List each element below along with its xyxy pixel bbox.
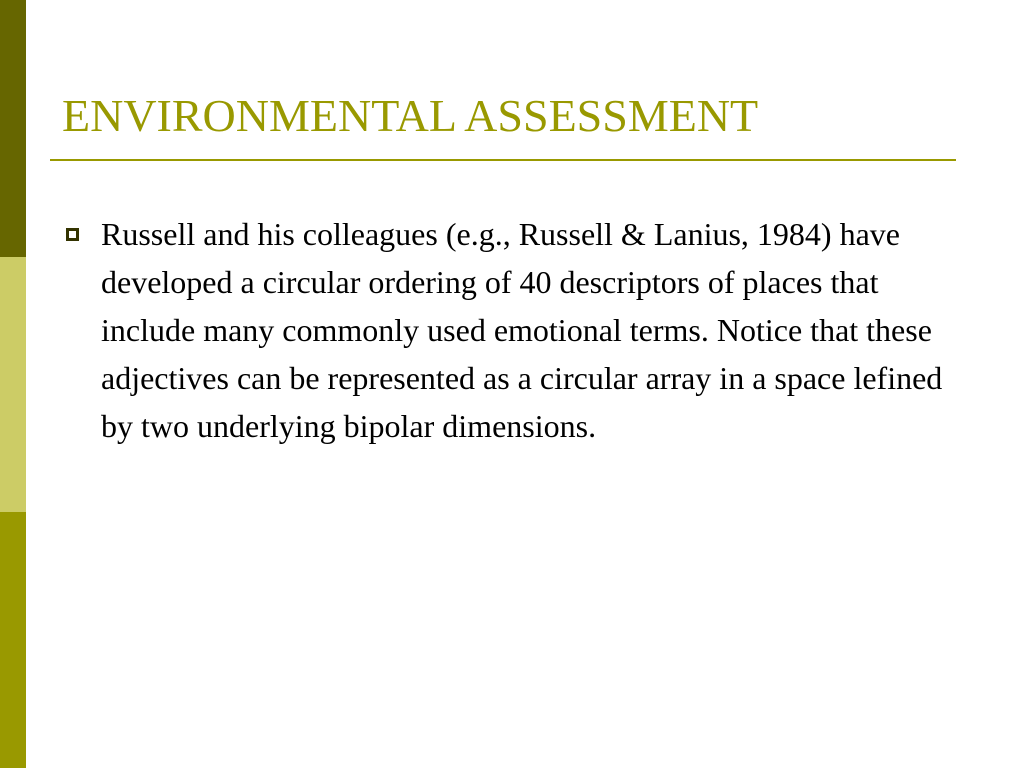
slide-content xyxy=(62,210,972,450)
hollow-square-bullet-icon xyxy=(66,228,79,241)
sidebar-accent-top xyxy=(0,0,26,257)
sidebar-accent-middle xyxy=(0,257,26,512)
bullet-item xyxy=(62,210,972,450)
slide-title: ENVIRONMENTAL ASSESSMENT xyxy=(62,90,759,141)
title-divider xyxy=(50,159,956,161)
sidebar-accent-bottom xyxy=(0,512,26,768)
bullet-text: Russell and his colleagues (e.g., Russell & Lanius, 1984) have developed a circular ordering of 40 descriptors of places that include many commonly used emotional terms. Notice that these adjectives can be represented as a circular array in a space lefined by two underlying bipolar dimensions. xyxy=(101,216,943,444)
